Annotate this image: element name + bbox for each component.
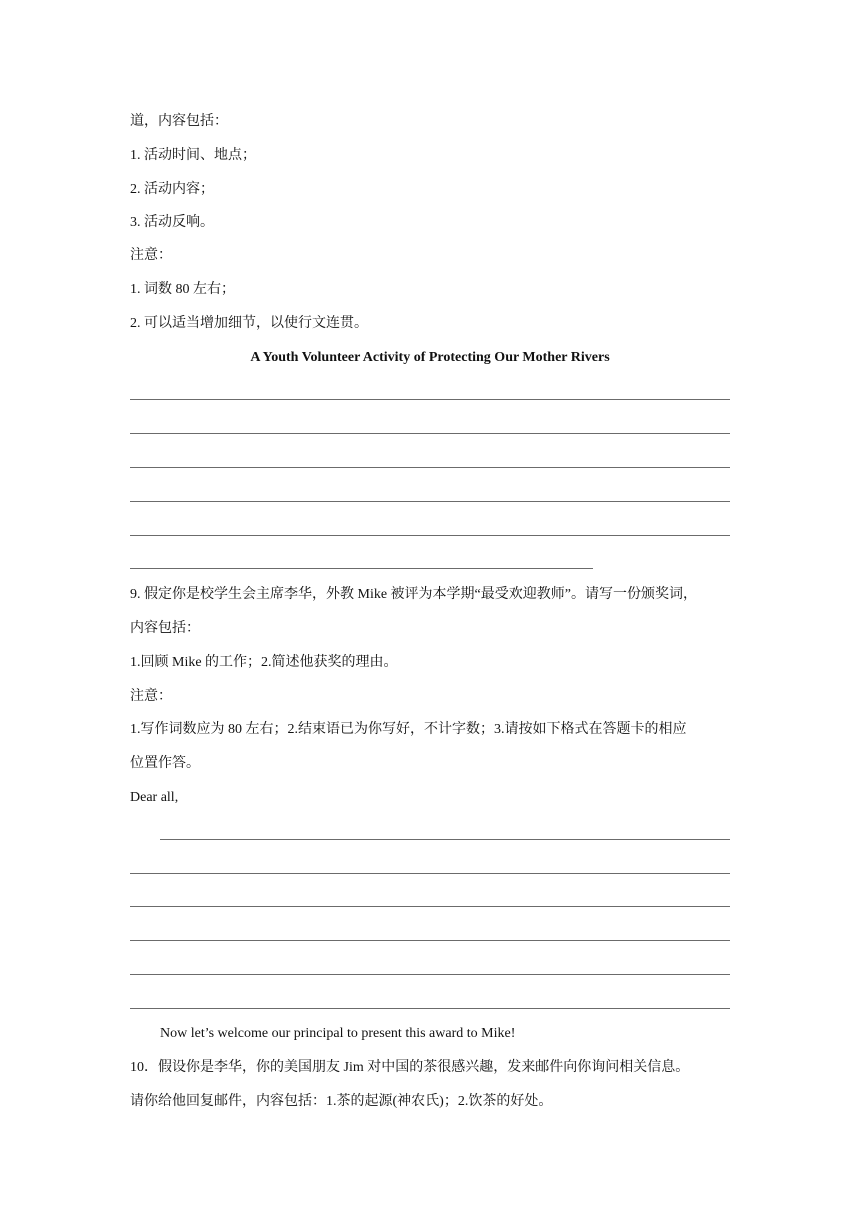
answer-line: [130, 940, 730, 941]
answer-line: [130, 535, 730, 536]
answer-line: [130, 906, 730, 907]
answer-line: [130, 433, 730, 434]
q8-item-3: 3. 活动反响。: [130, 215, 214, 230]
q9-note-label: 注意：: [130, 689, 172, 704]
q9-greeting: Dear all,: [130, 790, 179, 805]
answer-line: [130, 568, 593, 569]
q10-prompt-line-2: 请你给他回复邮件，内容包括：1.茶的起源(神农氏)；2.饮茶的好处。: [130, 1094, 553, 1109]
q8-essay-title: A Youth Volunteer Activity of Protecting Our Mother Rivers: [250, 350, 610, 365]
q9-note-line-1: 1.写作词数应为 80 左右；2.结束语已为你写好，不计字数；3.请按如下格式在答题卡的相应: [130, 722, 687, 737]
answer-line: [130, 501, 730, 502]
q8-note-label: 注意：: [130, 248, 172, 263]
q8-item-1: 1. 活动时间、地点；: [130, 148, 256, 163]
answer-line: [130, 399, 730, 400]
answer-line: [130, 974, 730, 975]
q9-note-line-2: 位置作答。: [130, 756, 200, 771]
q9-prompt-line-1: 9. 假定你是校学生会主席李华，外教 Mike 被评为本学期“最受欢迎教师”。请写一份颁奖词，: [130, 587, 697, 602]
answer-line: [130, 873, 730, 874]
q8-note-1: 1. 词数 80 左右；: [130, 282, 235, 297]
q8-intro-tail: 道，内容包括：: [130, 114, 228, 129]
q10-prompt-line-1: 10．假设你是李华，你的美国朋友 Jim 对中国的茶很感兴趣，发来邮件向你询问相关信息。: [130, 1060, 690, 1075]
answer-line: [130, 467, 730, 468]
answer-line: [130, 1008, 730, 1009]
answer-line: [160, 839, 730, 840]
q8-note-2: 2. 可以适当增加细节，以使行文连贯。: [130, 316, 368, 331]
q8-item-2: 2. 活动内容；: [130, 182, 214, 197]
q9-closing: Now let’s welcome our principal to present this award to Mike!: [160, 1026, 516, 1041]
q9-prompt-line-2: 内容包括：: [130, 621, 200, 636]
q9-content: 1.回顾 Mike 的工作；2.简述他获奖的理由。: [130, 655, 398, 670]
